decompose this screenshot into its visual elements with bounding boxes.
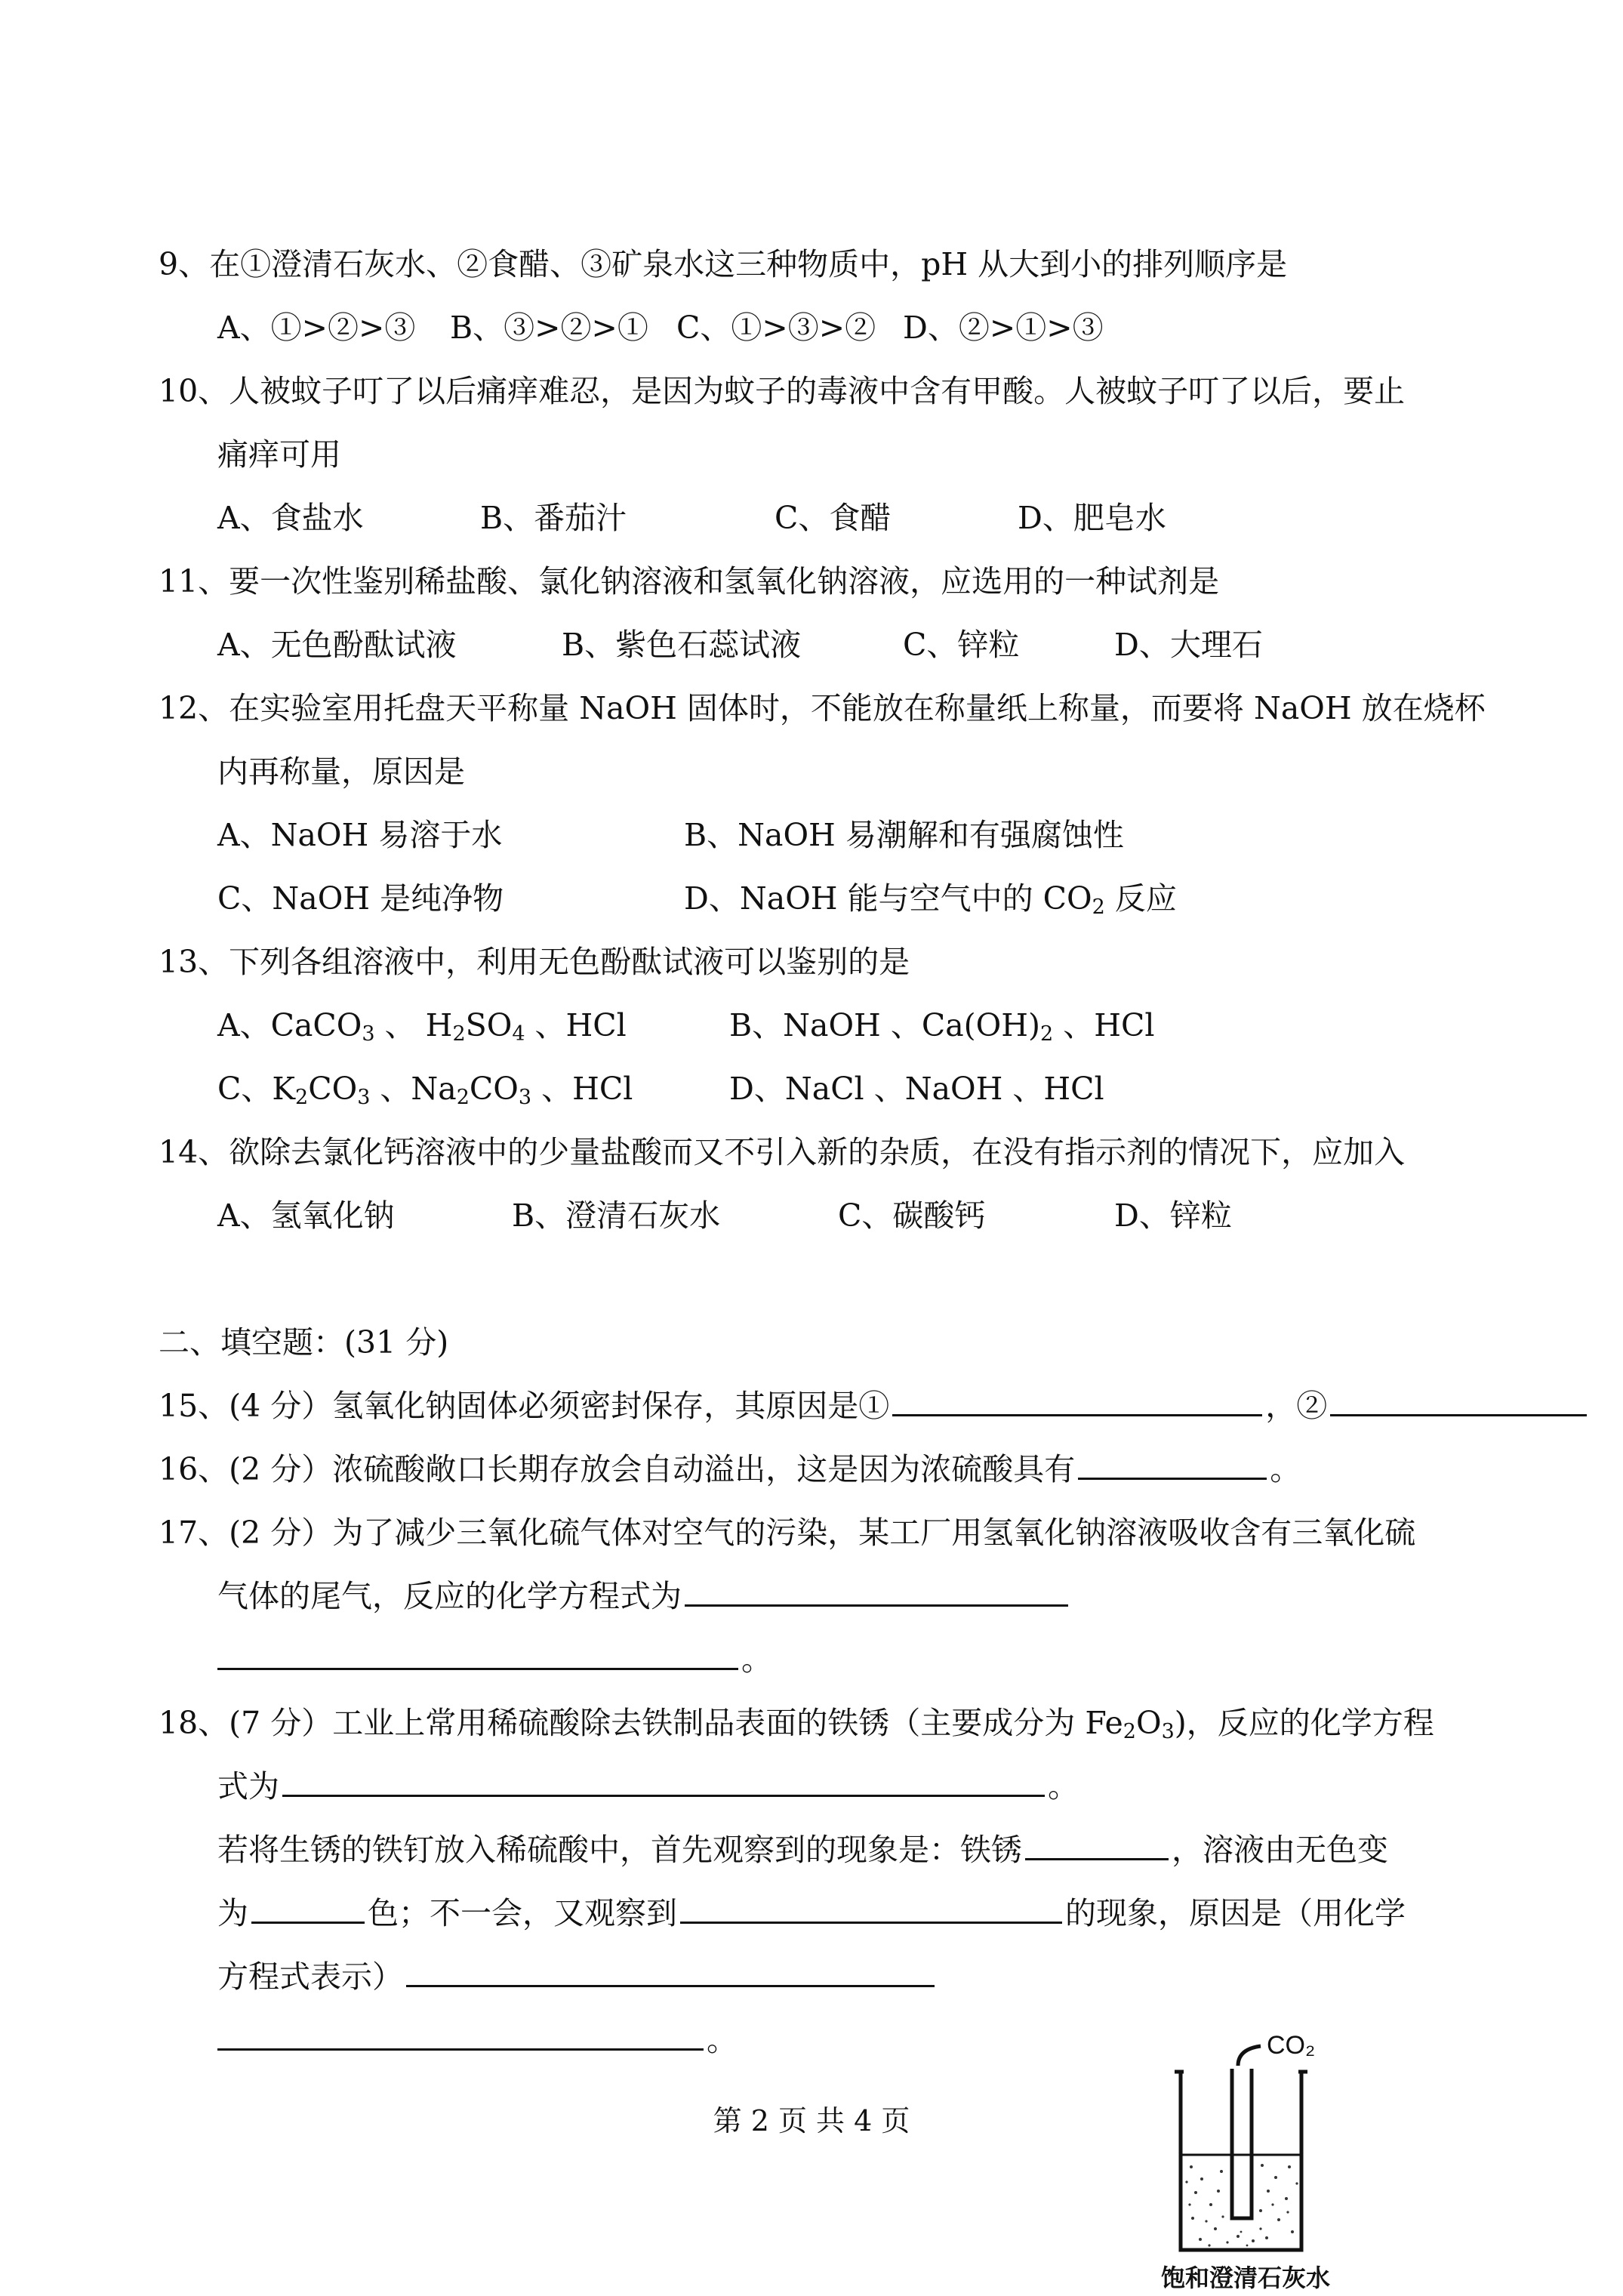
q17-line3: 。 (217, 1644, 772, 1675)
q18-blank-equation-3[interactable] (217, 2048, 704, 2051)
lime-water-speckles (1185, 2164, 1298, 2247)
q14-option-b: B、澄清石灰水 (512, 1197, 721, 1234)
q18-blank-equation-1[interactable] (282, 1794, 1045, 1797)
q9-option-c: C、①>③>② (676, 310, 876, 346)
q12-option-d: D、NaOH 能与空气中的 $CO_2$ 反应 (684, 880, 1177, 919)
q17-blank-1[interactable] (685, 1604, 1068, 1607)
q18-blank-rust[interactable] (1025, 1857, 1169, 1860)
q18-line2: 式为 。 (217, 1768, 1079, 1804)
beaker-co2-figure (1147, 2023, 1344, 2296)
q18-line4: 为 色；不一会，又观察到 的现象，原因是（用化学 (217, 1895, 1406, 1931)
q15-line: 15、(4 分）氢氧化钠固体必须密封保存，其原因是① ，② (159, 1391, 1590, 1422)
q11-option-c: C、锌粒 (903, 627, 1020, 663)
q10-stem-line2: 痛痒可用 (217, 436, 341, 473)
q10-stem-line1: 10、人被蚊子叮了以后痛痒难忍，是因为蚊子的毒液中含有甲酸。人被蚊子叮了以后，要止 (159, 373, 1406, 409)
q9-stem: 9、在①澄清石灰水、②食醋、③矿泉水这三种物质中，pH 从大到小的排列顺序是 (159, 246, 1288, 282)
q12-option-a: A、NaOH 易溶于水 (217, 817, 503, 853)
q18-line1: 18、(7 分）工业上常用稀硫酸除去铁制品表面的铁锈（主要成分为 $Fe_2O_3$)，反应的化学方程 (159, 1705, 1434, 1743)
q10-option-d: D、肥皂水 (1018, 500, 1166, 536)
q9-option-b: B、③>②>① (450, 310, 648, 346)
q14-option-c: C、碳酸钙 (838, 1197, 986, 1234)
q17-line1: 17、(2 分）为了减少三氧化硫气体对空气的污染，某工厂用氢氧化钠溶液吸收含有三氧化硫 (159, 1515, 1416, 1551)
q12-option-c: C、NaOH 是纯净物 (217, 880, 504, 917)
q11-option-a: A、无色酚酞试液 (217, 627, 457, 663)
q18-blank-equation-2[interactable] (406, 1984, 935, 1987)
q11-stem: 11、要一次性鉴别稀盐酸、氯化钠溶液和氢氧化钠溶液，应选用的一种试剂是 (159, 563, 1220, 599)
q15-blank-2[interactable] (1330, 1413, 1587, 1416)
q13-stem: 13、下列各组溶液中，利用无色酚酞试液可以鉴别的是 (159, 944, 910, 980)
q14-stem: 14、欲除去氯化钙溶液中的少量盐酸而又不引入新的杂质，在没有指示剂的情况下，应加入 (159, 1134, 1406, 1170)
q18-line6: 。 (217, 2025, 738, 2056)
q16-blank[interactable] (1078, 1477, 1267, 1480)
q12-stem-line1: 12、在实验室用托盘天平称量 NaOH 固体时，不能放在称量纸上称量，而要将 NaOH 放在烧杯 (159, 690, 1486, 726)
q10-option-c: C、食醋 (775, 500, 892, 536)
q11-option-b: B、紫色石蕊试液 (562, 627, 802, 663)
q18-line3: 若将生锈的铁钉放入稀硫酸中，首先观察到的现象是：铁锈 ，溶液由无色变 (217, 1832, 1388, 1868)
delivery-tube (1232, 2069, 1252, 2218)
q9-option-d: D、②>①>③ (903, 310, 1104, 346)
q18-blank-phenomenon[interactable] (680, 1921, 1062, 1924)
q13-option-c: C、$K_2CO_3$ 、$Na_2CO_3$ 、HCl (217, 1071, 633, 1109)
q18-blank-color[interactable] (251, 1921, 365, 1924)
q13-option-d: D、NaCl 、NaOH 、HCl (729, 1071, 1104, 1107)
section2-title: 二、填空题：(31 分) (159, 1324, 449, 1361)
page-footer: 第 2 页 共 4 页 (713, 2104, 910, 2137)
q11-option-d: D、大理石 (1114, 627, 1263, 663)
gas-tube-bend (1238, 2046, 1261, 2066)
q15-blank-1[interactable] (892, 1413, 1262, 1416)
q12-option-b: B、NaOH 易潮解和有强腐蚀性 (684, 817, 1124, 853)
q13-option-b: B、NaOH 、$Ca(OH)_2$ 、HCl (729, 1007, 1155, 1046)
q16-line: 16、(2 分）浓硫酸敞口长期存放会自动溢出，这是因为浓硫酸具有 。 (159, 1451, 1301, 1487)
q18-line5: 方程式表示） (217, 1962, 938, 1992)
q12-stem-line2: 内再称量，原因是 (217, 754, 465, 790)
q10-option-b: B、番茄汁 (480, 500, 627, 536)
q14-option-d: D、锌粒 (1114, 1197, 1232, 1234)
q17-blank-2[interactable] (217, 1667, 738, 1670)
co2-label: CO₂ (1267, 2031, 1316, 2060)
q9-option-a: A、①>②>③ (217, 310, 416, 346)
q13-option-a: A、CaCO$_3$ 、 $H_2SO_4$ 、HCl (217, 1007, 627, 1046)
q10-option-a: A、食盐水 (217, 500, 364, 536)
q17-line2: 气体的尾气，反应的化学方程式为 (217, 1581, 1071, 1612)
beaker-caption: 饱和澄清石灰水 (1160, 2264, 1331, 2292)
q14-option-a: A、氢氧化钠 (217, 1197, 395, 1234)
